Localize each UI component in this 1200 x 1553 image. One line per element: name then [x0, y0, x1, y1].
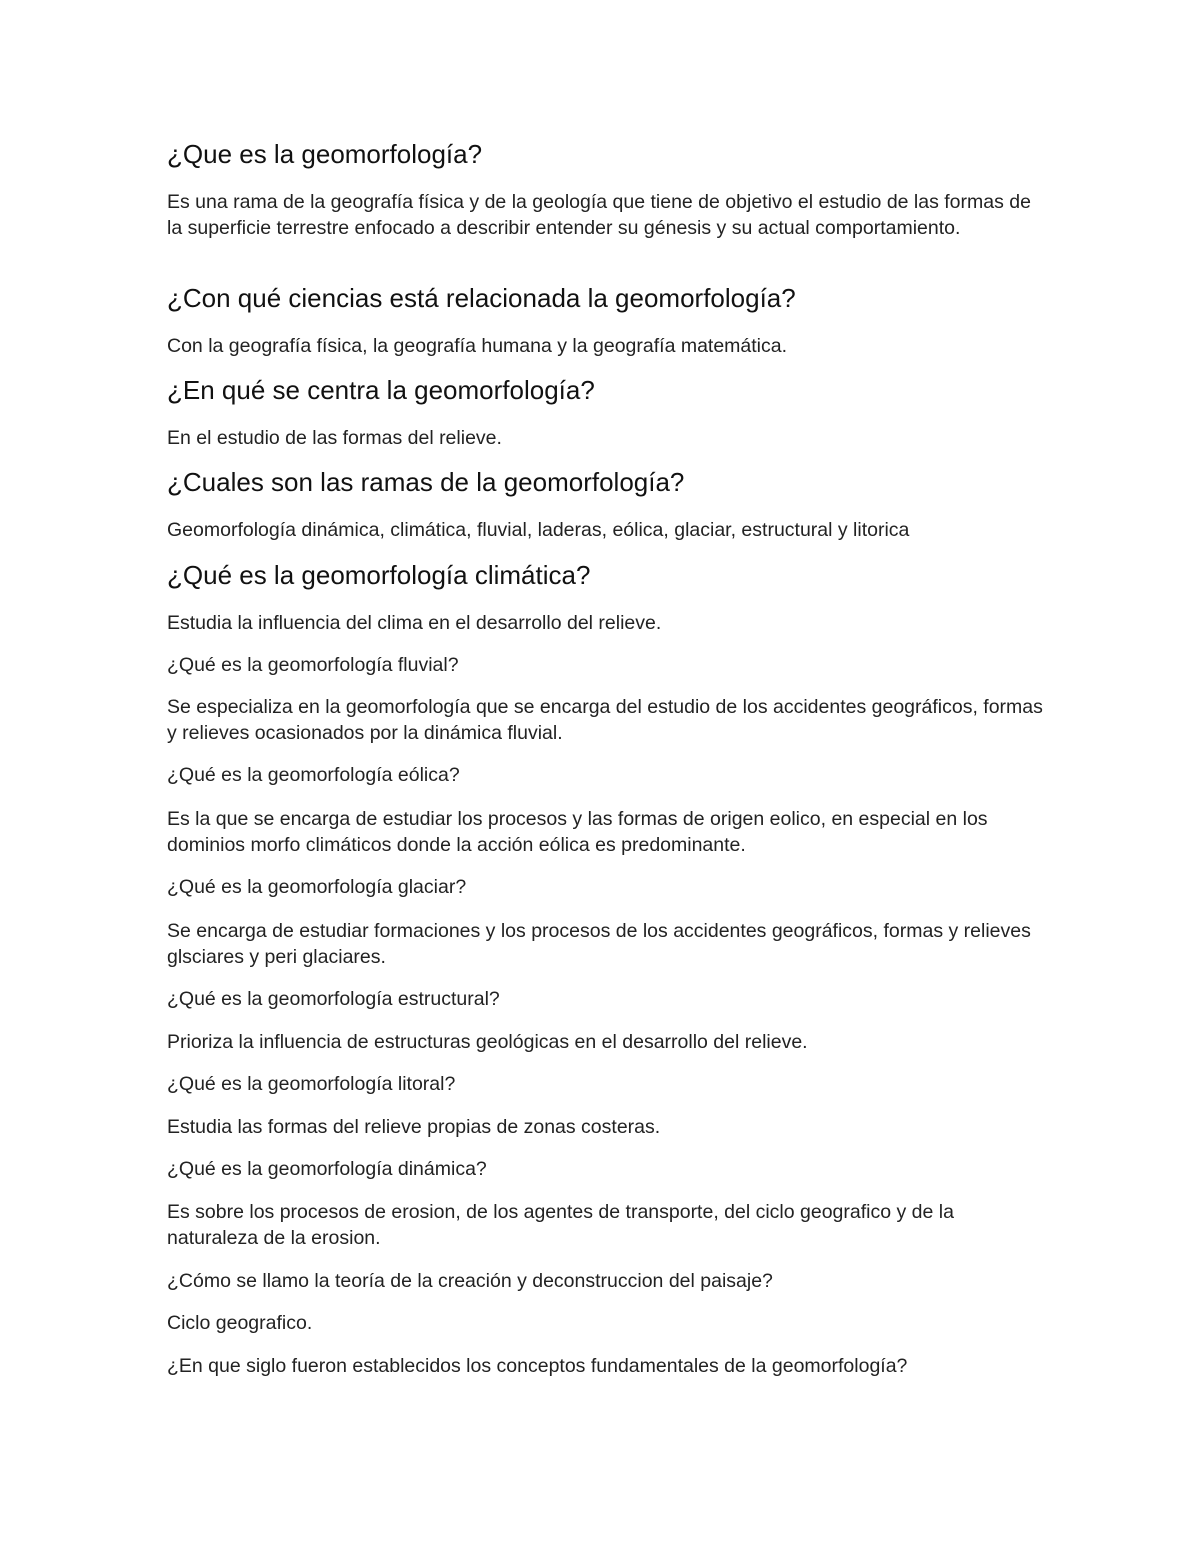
question-glaciar: ¿Qué es la geomorfología glaciar? [167, 876, 467, 898]
answer-glaciar: Se encarga de estudiar formaciones y los procesos de los accidentes geográficos, formas y relieves glsciares y peri glaciares. [167, 920, 1031, 968]
answer-eolica: Es la que se encarga de estudiar los procesos y las formas de origen eolico, en especial en los dominios morfo climáticos donde la acción eólica es predominante. [167, 808, 988, 856]
question-siglo: ¿En que siglo fueron establecidos los conceptos fundamentales de la geomorfología? [167, 1355, 908, 1377]
heading-que-es: ¿Que es la geomorfología? [167, 139, 483, 169]
question-teoria: ¿Cómo se llamo la teoría de la creación y deconstruccion del paisaje? [167, 1270, 773, 1292]
paragraph-ciencias: Con la geografía física, la geografía humana y la geografía matemática. [167, 335, 788, 357]
heading-centra: ¿En qué se centra la geomorfología? [167, 375, 595, 405]
answer-teoria: Ciclo geografico. [167, 1312, 313, 1334]
answer-estructural: Prioriza la influencia de estructuras geológicas en el desarrollo del relieve. [167, 1031, 808, 1053]
heading-climatica: ¿Qué es la geomorfología climática? [167, 560, 591, 590]
question-dinamica: ¿Qué es la geomorfología dinámica? [167, 1158, 487, 1180]
paragraph-definition: Es una rama de la geografía física y de la geología que tiene de objetivo el estudio de las formas de la superficie terrestre enfocado a describir entender su génesis y su actual comportamiento. [167, 191, 1031, 239]
heading-ramas: ¿Cuales son las ramas de la geomorfología? [167, 467, 685, 497]
answer-dinamica: Es sobre los procesos de erosion, de los agentes de transporte, del ciclo geografico y de la naturaleza de la erosion. [167, 1201, 954, 1249]
paragraph-ramas: Geomorfología dinámica, climática, fluvial, laderas, eólica, glaciar, estructural y litorica [167, 519, 910, 541]
answer-fluvial: Se especializa en la geomorfología que se encarga del estudio de los accidentes geográficos, formas y relieves ocasionados por la dinámica fluvial. [167, 696, 1043, 744]
question-eolica: ¿Qué es la geomorfología eólica? [167, 764, 460, 786]
question-fluvial: ¿Qué es la geomorfología fluvial? [167, 654, 459, 676]
question-litoral: ¿Qué es la geomorfología litoral? [167, 1073, 456, 1095]
heading-ciencias: ¿Con qué ciencias está relacionada la geomorfología? [167, 283, 796, 313]
paragraph-centra: En el estudio de las formas del relieve. [167, 427, 502, 449]
paragraph-climatica: Estudia la influencia del clima en el desarrollo del relieve. [167, 612, 662, 634]
answer-litoral: Estudia las formas del relieve propias de zonas costeras. [167, 1116, 661, 1138]
question-estructural: ¿Qué es la geomorfología estructural? [167, 988, 500, 1010]
